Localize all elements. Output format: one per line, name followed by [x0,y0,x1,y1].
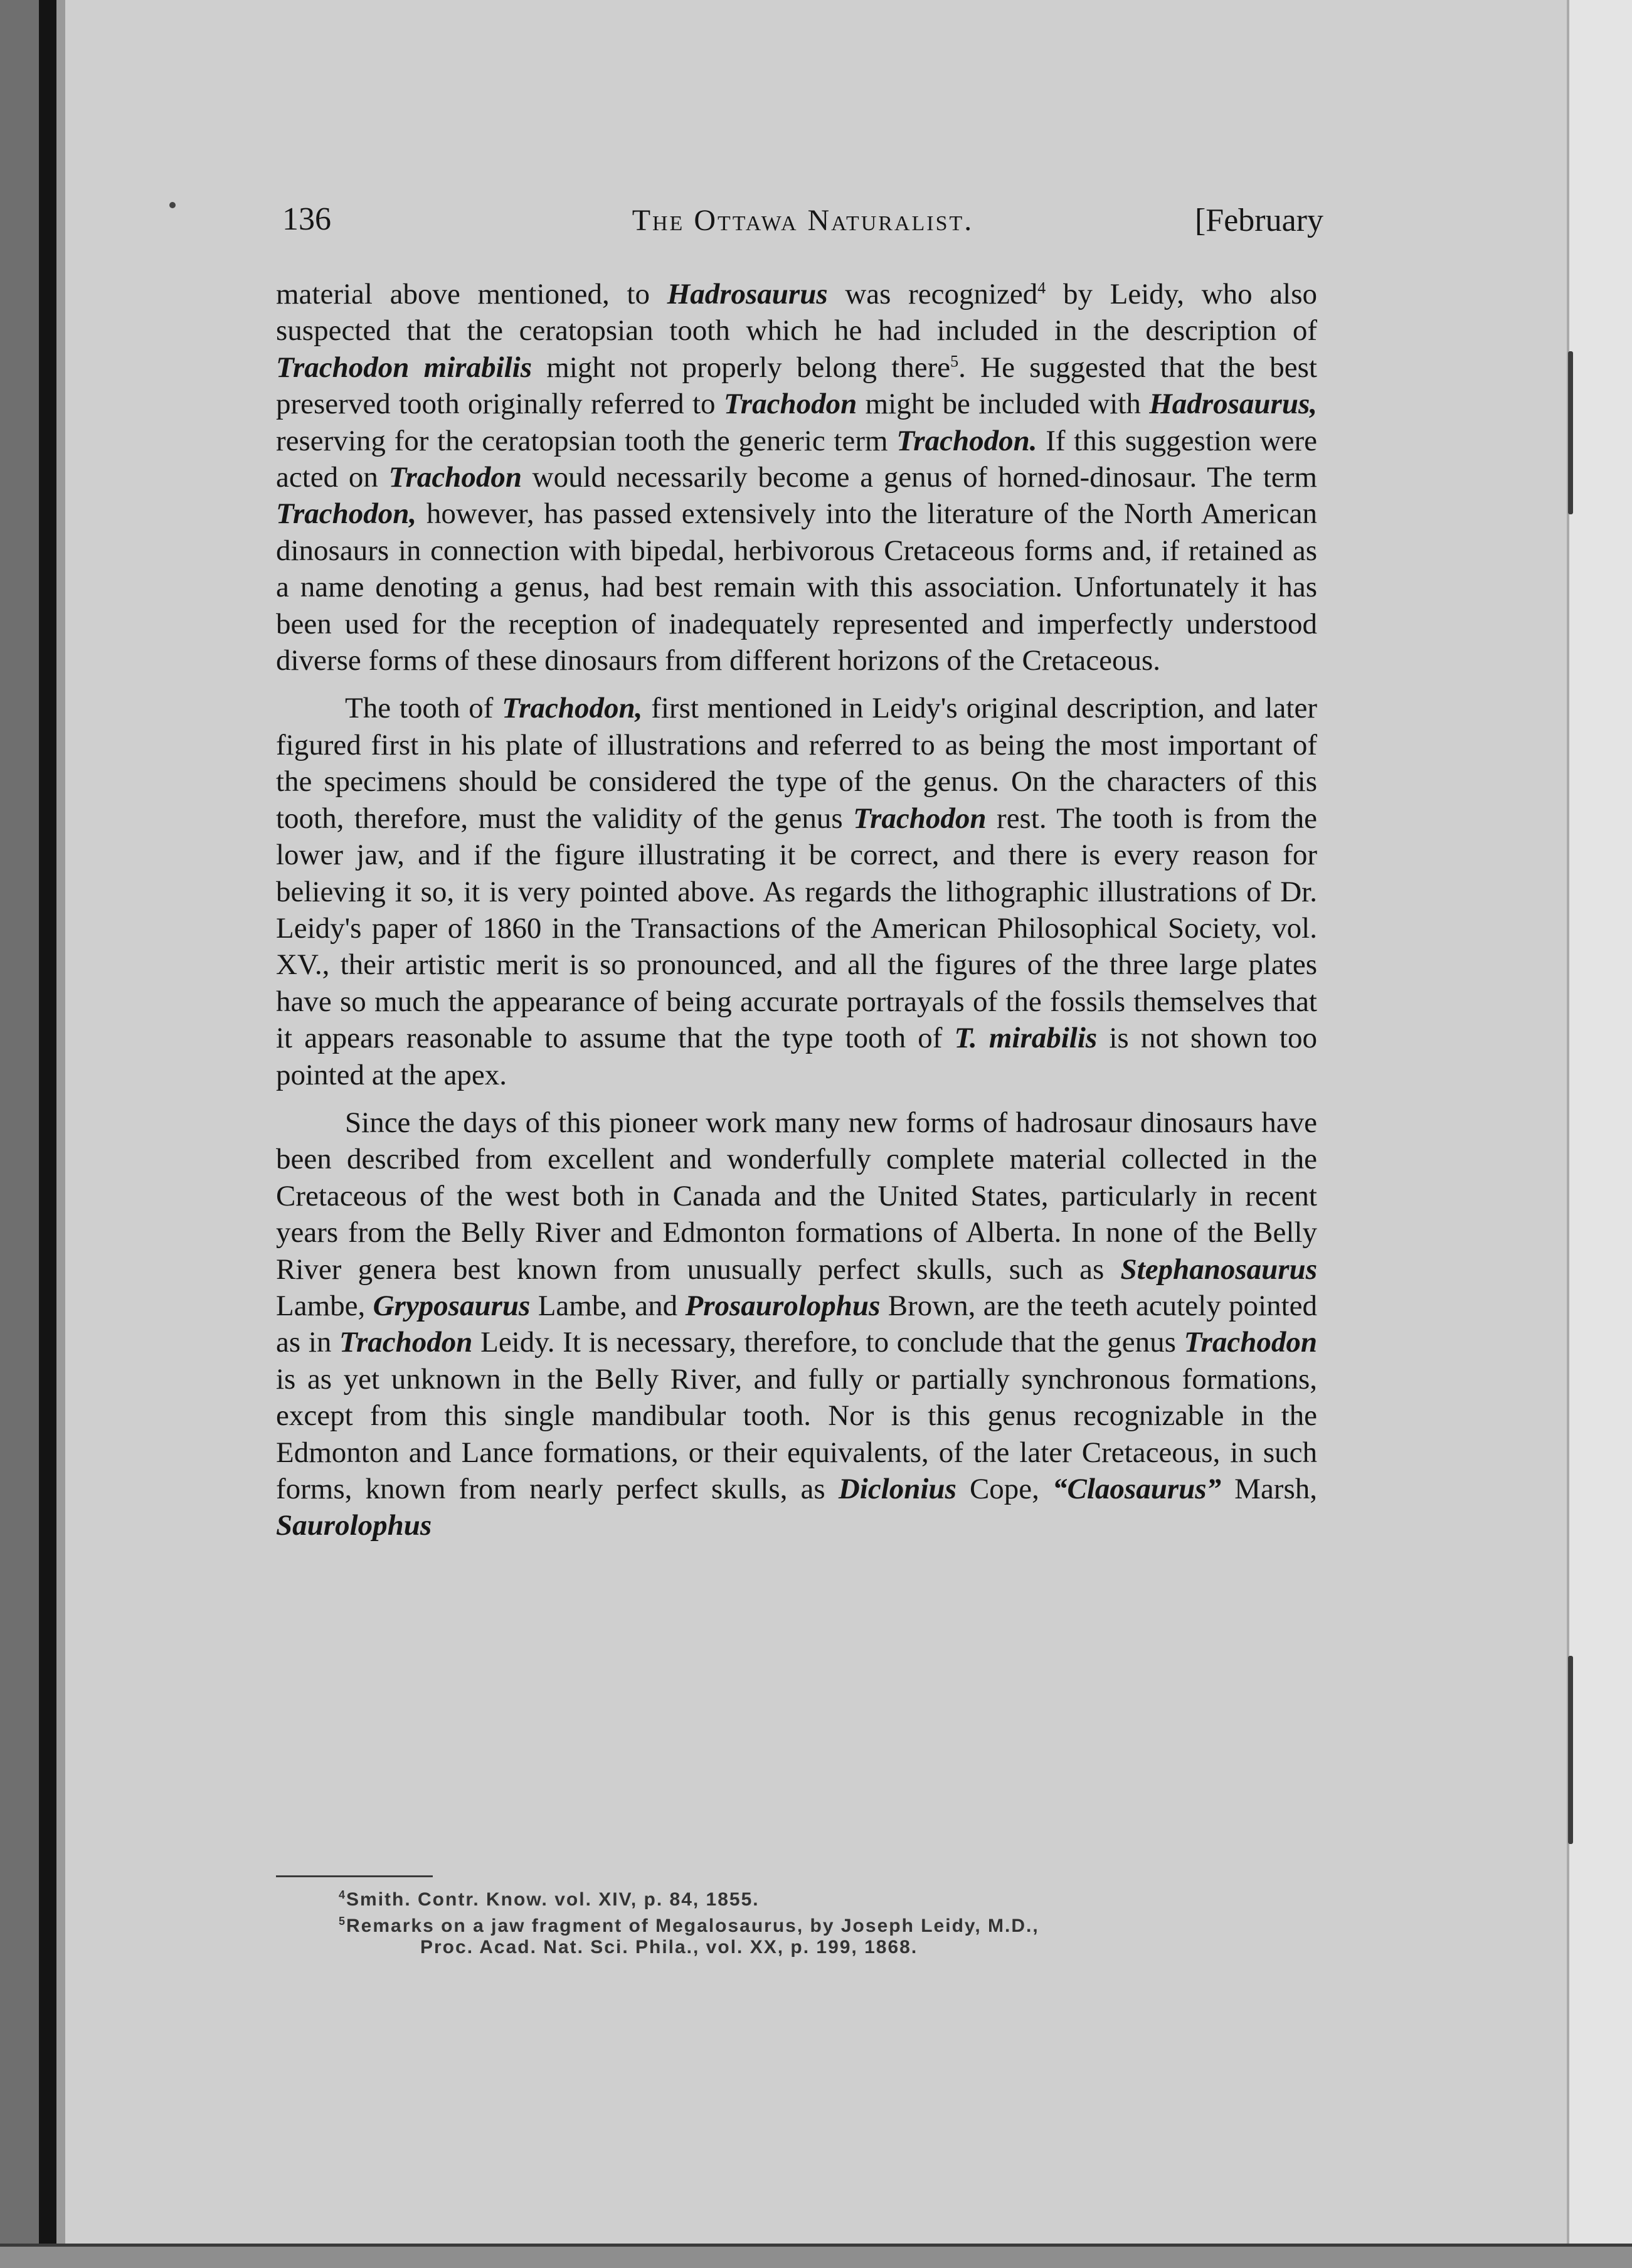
text-run: Marsh, [1221,1473,1317,1505]
page-edge [56,0,65,2268]
italic-term: Prosaurolophus [685,1289,881,1322]
italic-term: Trachodon, [502,692,643,725]
text-run: might be included with [857,388,1150,421]
margin-mark [1568,1656,1573,1844]
italic-term: Trachodon mirabilis [276,351,533,384]
text-run: material above mentioned, to [276,278,667,310]
bottom-edge [0,2247,1632,2268]
footnote-text: Smith. Contr. Know. vol. XIV, p. 84, 1855. [346,1889,760,1910]
italic-term: Trachodon, [276,497,417,531]
italic-term: Gryposaurus [373,1289,531,1322]
footnote [339,1910,1317,1937]
issue-month: [February [1194,203,1323,238]
book-gutter [39,0,56,2268]
journal-title: The Ottawa Naturalist. [632,204,974,237]
text-run: Lambe, and [530,1289,686,1322]
text-run: first mentioned in Leidy's original description, and later figured first in his plate of illustrations and referred to as being the most important of the specimens should be considered the type of the genus. On the characters of this tooth, therefore, must the validity of the genus [276,692,1317,835]
footnote-rule [276,1875,433,1877]
italic-term: Saurolophus [276,1509,432,1542]
text-run: If this suggestion were acted on [276,424,1317,494]
body-text [276,276,1317,1555]
italic-term: Trachodon [723,388,857,421]
running-header [282,201,1323,251]
italic-term: Trachodon [1184,1326,1317,1359]
text-run: might not properly belong there [532,351,951,384]
text-run: Lambe, [276,1289,373,1322]
italic-term: Stephanosaurus [1120,1253,1317,1286]
text-run: by Leidy, who also suspected that the ceratopsian tooth which he had included in the description of [276,278,1317,347]
italic-term: Trachodon. [896,424,1037,457]
page-number: 136 [282,201,331,237]
text-run: would necessarily become a genus of horned-dinosaur. The term [521,461,1317,494]
italic-term: Hadrosaurus, [1149,388,1317,421]
text-run: Leidy. It is necessary, therefore, to conclude that the genus [472,1326,1184,1359]
paragraph [276,690,1317,1093]
footnote-ref: 5 [950,352,959,371]
dust-speck [169,202,176,208]
footnote-mark: 5 [339,1915,347,1927]
text-run: rest. The tooth is from the lower jaw, and if the figure illustrating it be correct, and there is every reason for believing it so, it is very pointed above. As regards the lithographic illustrations of Dr. Leidy's paper of 1860 in the Transactions of the American Philosophical Society, vol. XV., their artistic merit is so pronounced, and all the figures of the three large plates have so much the appearance of being accurate portrayals of the fossils themselves that it appears reasonable to assume that the type tooth of [276,802,1317,1055]
text-run: . He suggested that the best preserved tooth originally referred to [276,351,1317,421]
text-run: was recognized [827,278,1038,310]
margin-mark [1568,351,1573,514]
footnote-text: Proc. Acad. Nat. Sci. Phila., vol. XX, p. 199, 1868. [420,1937,918,1958]
italic-term: Hadrosaurus [667,278,828,310]
text-run: however, has passed extensively into the literature of the North American dinosaurs in connection with bipedal, herbivorous Cretaceous forms and, if retained as a name denoting a genus, had best remain with this association. Unfortunately it has been used for the reception of inadequately represented and imperfectly understood diverse forms of these dinosaurs from different horizons of the Cretaceous. [276,497,1317,677]
text-run: Brown, are the teeth acutely pointed as in [276,1289,1317,1359]
text-run: The tooth of [345,692,502,725]
italic-term: Diclonius [838,1473,956,1505]
facing-page-edge [1567,0,1632,2268]
paragraph [276,1105,1317,1544]
italic-term: Trachodon [339,1326,473,1359]
footnote-mark: 4 [339,1889,347,1901]
footnote-continuation [339,1937,1317,1958]
footnote-text: Remarks on a jaw fragment of Megalosaurus, by Joseph Leidy, M.D., [346,1916,1039,1936]
italic-term: “Claosaurus” [1052,1473,1222,1505]
text-run: Since the days of this pioneer work many new forms of hadrosaur dinosaurs have been described from excellent and wonderfully complete material collected in the Cretaceous of the west both in Canada and the United States, particularly in recent years from the Belly River and Edmonton formations of Alberta. In none of the Belly River genera best known from unusually perfect skulls, such as [276,1106,1317,1286]
italic-term: Trachodon [853,802,987,835]
italic-term: Trachodon [388,461,522,494]
footnote [339,1884,1317,1910]
footnote-ref: 4 [1037,278,1046,297]
italic-term: T. mirabilis [954,1022,1098,1055]
text-run: is not shown too pointed at the apex. [276,1022,1317,1091]
text-run: is as yet unknown in the Belly River, and fully or partially synchronous formations, except from this single mandibular tooth. Nor is this genus recognizable in the Edmonton and Lance formations, or their equivalents, of the later Cretaceous, in such forms, known from nearly perfect skulls, as [276,1362,1317,1505]
book-spine-shadow [0,0,39,2268]
footnotes [339,1884,1317,1958]
text-run: reserving for the ceratopsian tooth the generic term [276,424,897,457]
text-run: Cope, [956,1473,1052,1505]
paragraph [276,276,1317,679]
